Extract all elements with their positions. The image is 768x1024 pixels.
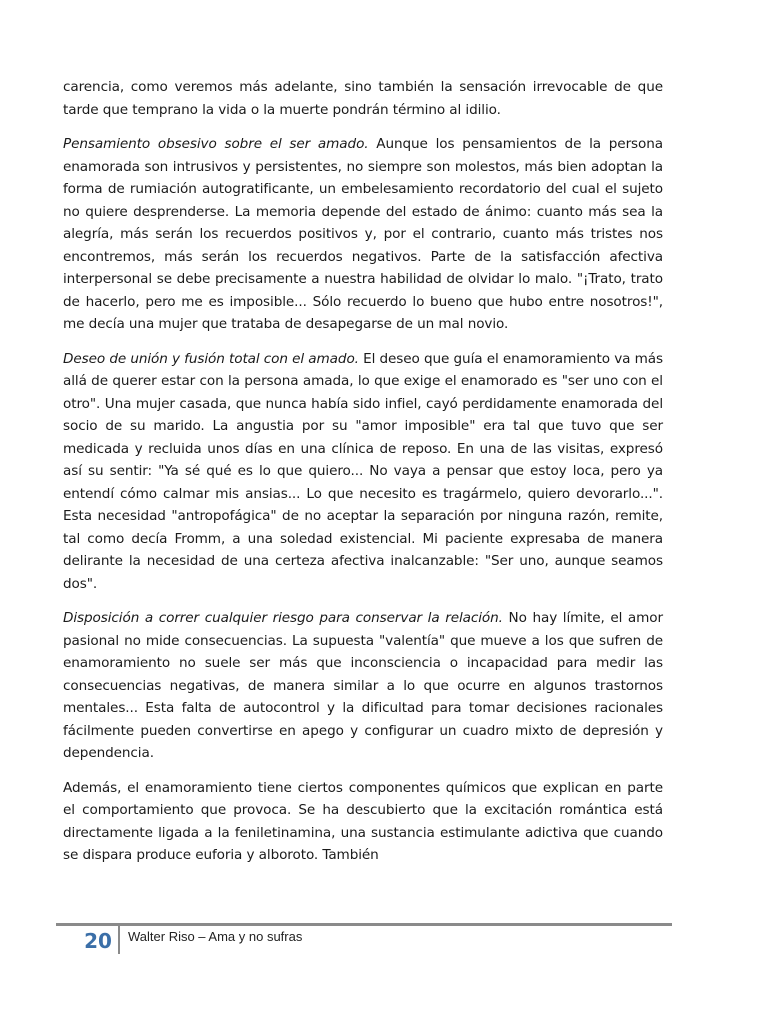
running-title: Walter Riso – Ama y no sufras (128, 929, 303, 944)
footer-divider (118, 926, 120, 954)
body-text (63, 76, 663, 879)
paragraph-4 (63, 607, 663, 765)
page-number: 20 (84, 929, 112, 953)
paragraph-4-text: No hay límite, el amor pasional no mide consecuencias. La supuesta "valentía" que mueve a los que sufren de enamoramiento no suele ser más que inconsciencia o incapacidad para medir las consecuencias negativas, de manera similar a lo que ocurre en algunos trastornos mentales... Esta falta de autocontrol y la dificultad para tomar decisiones racionales fácilmente pueden convertirse en apego y configurar un cuadro mixto de depresión y dependencia. (63, 610, 663, 761)
paragraph-3 (63, 348, 663, 596)
paragraph-5-text: Además, el enamoramiento tiene ciertos componentes químicos que explican en parte el comportamiento que provoca. Se ha descubierto que la excitación romántica está directamente ligada a la feniletinamina, una sustancia estimulante adictiva que cuando se dispara produce euforia y alboroto. También (63, 779, 663, 863)
paragraph-4-lead: Disposición a correr cualquier riesgo para conservar la relación. (63, 610, 503, 626)
paragraph-2 (63, 133, 663, 336)
paragraph-5 (63, 777, 663, 867)
paragraph-2-text: Aunque los pensamientos de la persona enamorada son intrusivos y persistentes, no siempre son molestos, más bien adoptan la forma de rumiación autogratificante, un embelesamiento recordatorio del cual el sujeto no quiere desprenderse. La memoria depende del estado de ánimo: cuanto más sea la alegría, más serán los recuerdos positivos y, por el contrario, cuanto más tristes nos encontremos, más serán los recuerdos negativos. Parte de la satisfacción afectiva interpersonal se debe precisamente a nuestra habilidad de olvidar lo malo. "¡Trato, trato de hacerlo, pero me es imposible... Sólo recuerdo lo bueno que hubo entre nosotros!", me decía una mujer que trataba de desapegarse de un mal novio. (63, 136, 664, 332)
footer-rule (56, 923, 672, 926)
paragraph-2-lead: Pensamiento obsesivo sobre el ser amado. (63, 136, 369, 152)
paragraph-1-text: carencia, como veremos más adelante, sino también la sensación irrevocable de que tarde que temprano la vida o la muerte pondrán término al idilio. (63, 79, 663, 118)
paragraph-3-text: El deseo que guía el enamoramiento va más allá de querer estar con la persona amada, lo que exige el enamorado es "ser uno con el otro". Una mujer casada, que nunca había sido infiel, cayó perdidamente enamorada del socio de su marido. La angustia por su "amor imposible" era tal que tuvo que ser medicada y recluida unos días en una clínica de reposo. En una de las visitas, expresó así su sentir: "Ya sé qué es lo que quiero... No vaya a pensar que estoy loca, pero ya entendí cómo calmar mis ansias... Lo que necesito es tragármelo, quiero devorarlo...". Esta necesidad "antropofágica" de no aceptar la separación por ninguna razón, remite, tal como decía Fromm, a una soledad existencial. Mi paciente expresaba de manera delirante la necesidad de una certeza afectiva inalcanzable: "Ser uno, aunque seamos dos". (63, 350, 663, 592)
paragraph-1 (63, 76, 663, 121)
paragraph-3-lead: Deseo de unión y fusión total con el amado. (63, 350, 359, 367)
